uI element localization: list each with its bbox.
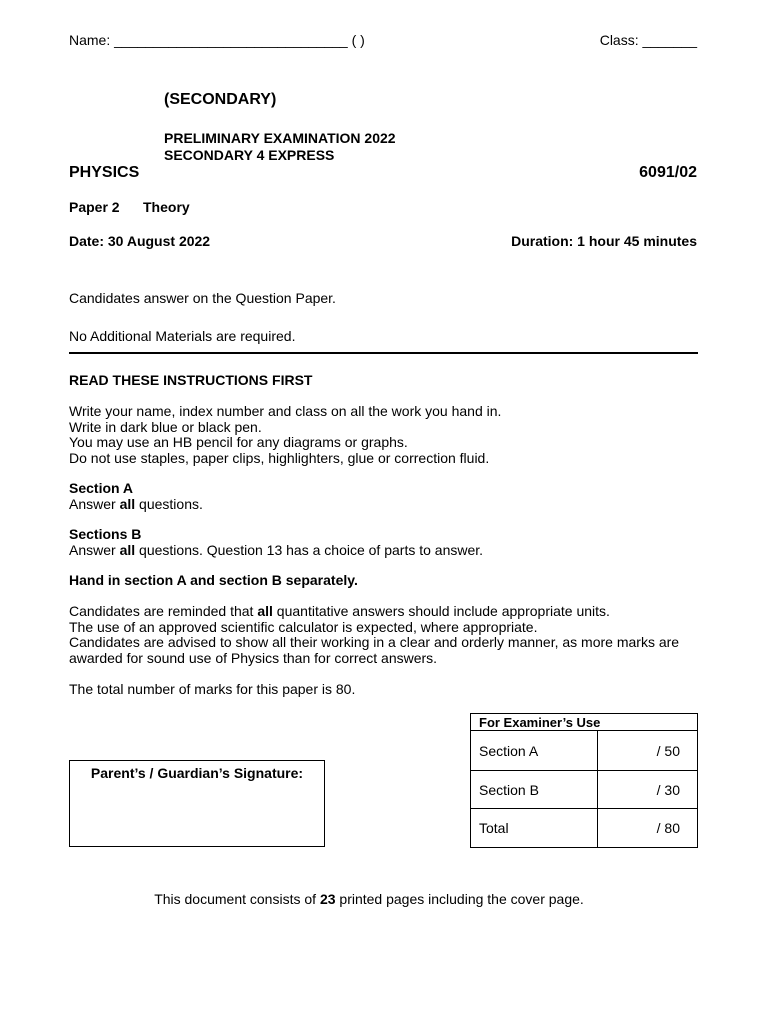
- class-field: Class: _______: [599, 32, 697, 48]
- instruction-line: Write in dark blue or black pen.: [69, 418, 262, 435]
- answer-on-text: Candidates answer on the Question Paper.: [69, 290, 336, 306]
- stream-title: SECONDARY 4 EXPRESS: [164, 147, 335, 163]
- section-a-heading: Section A: [69, 480, 134, 496]
- exam-date: Date: 30 August 2022: [69, 233, 211, 249]
- row-label: Section B: [471, 771, 598, 809]
- row-score: / 30: [598, 771, 698, 809]
- section-b-heading: Sections B: [69, 526, 142, 542]
- instruction-line: Do not use staples, paper clips, highlighters, glue or correction fluid.: [69, 449, 490, 466]
- examiner-table: [470, 713, 698, 848]
- divider-line: [69, 352, 698, 354]
- page-count-note: This document consists of 23 printed pages including the cover page.: [154, 891, 584, 907]
- table-row: [471, 809, 698, 848]
- subject-title: PHYSICS: [69, 164, 140, 181]
- materials-text: No Additional Materials are required.: [69, 328, 296, 344]
- exam-duration: Duration: 1 hour 45 minutes: [511, 233, 697, 249]
- general-instructions: [69, 404, 501, 466]
- section-b-text: Answer all questions. Question 13 has a choice of parts to answer.: [69, 541, 484, 558]
- row-label: Section A: [471, 731, 598, 771]
- calculator-note: The use of an approved scientific calculator is expected, where appropriate.: [69, 618, 538, 635]
- total-marks-note: The total number of marks for this paper is 80.: [69, 681, 356, 697]
- table-row: [471, 771, 698, 809]
- row-label: Total: [471, 809, 598, 848]
- signature-label: Parent’s / Guardian’s Signature:: [90, 765, 304, 781]
- examiner-heading: For Examiner’s Use: [471, 714, 698, 731]
- section-b-instructions: [69, 527, 483, 558]
- working-note-line: Candidates are advised to show all their working in a clear and orderly manner, as more marks are: [69, 634, 680, 651]
- level-heading: (SECONDARY): [164, 91, 277, 108]
- table-row: [471, 731, 698, 771]
- paper-type: Theory: [143, 199, 190, 215]
- instruction-line: Write your name, index number and class on all the work you hand in.: [69, 403, 502, 419]
- section-a-text: Answer all questions.: [69, 495, 203, 512]
- paper-code: 6091/02: [639, 164, 697, 181]
- marking-notes: [69, 604, 679, 666]
- row-score: / 80: [598, 809, 698, 848]
- name-field: Name: ______________________________ ( ): [69, 32, 365, 48]
- instruction-line: You may use an HB pencil for any diagrams or graphs.: [69, 434, 408, 451]
- hand-in-note: Hand in section A and section B separately.: [69, 572, 358, 588]
- paper-number: Paper 2: [69, 199, 120, 215]
- units-note: Candidates are reminded that all quantitative answers should include appropriate units.: [69, 603, 610, 619]
- instructions-heading: READ THESE INSTRUCTIONS FIRST: [69, 372, 313, 388]
- exam-title: PRELIMINARY EXAMINATION 2022: [164, 130, 396, 146]
- working-note-line: awarded for sound use of Physics than for correct answers.: [69, 649, 438, 666]
- section-a-instructions: [69, 481, 203, 512]
- signature-box: [69, 760, 325, 847]
- row-score: / 50: [598, 731, 698, 771]
